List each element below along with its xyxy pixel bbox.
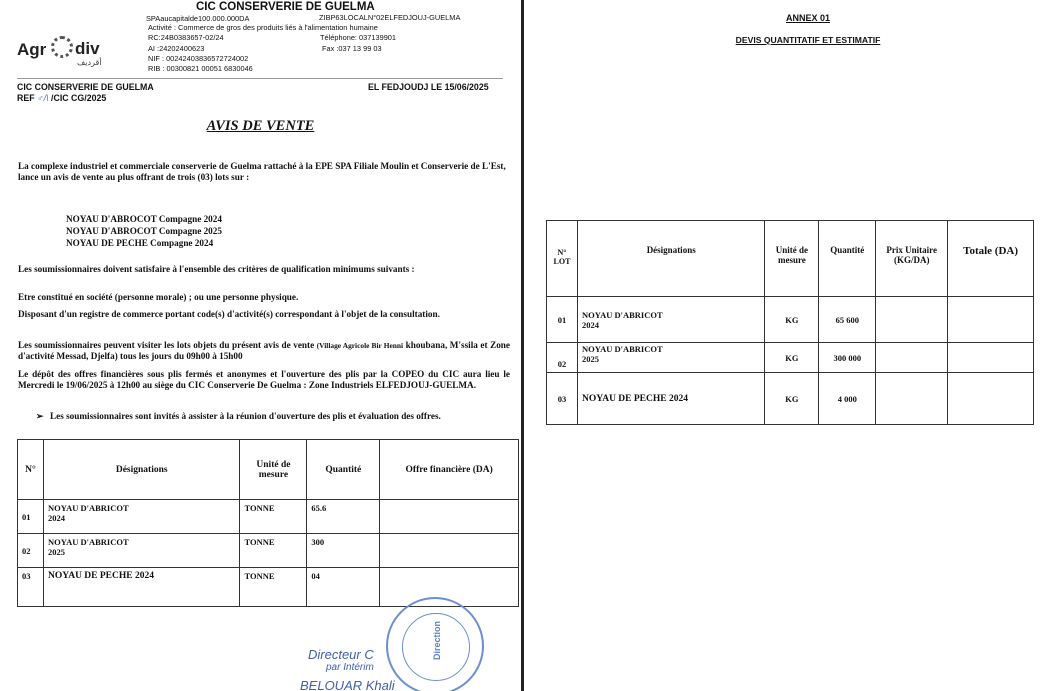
header-cell: Totale (DA) [948, 221, 1034, 297]
cell-qty: 65.6 [307, 500, 380, 534]
cell-offer[interactable] [380, 534, 519, 568]
table-row [547, 373, 1034, 425]
header-cell: N° LOT [547, 221, 578, 297]
place-date: EL FEDJOUDJ LE 15/06/2025 [368, 82, 489, 92]
table-header-row [547, 221, 1034, 297]
estimate-table [546, 220, 1034, 425]
designation-text: NOYAU D'ABRICOT [581, 344, 663, 354]
logo-text-left: Agr [17, 40, 47, 59]
cell-unit: TONNE [240, 500, 307, 534]
cell-qty: 4 000 [819, 373, 876, 425]
cell-designation [43, 534, 240, 568]
designation-text: NOYAU D'ABRICOT [47, 503, 129, 513]
cell-qty: 04 [307, 568, 380, 607]
cell-no: 03 [547, 373, 578, 425]
table-row [547, 343, 1034, 373]
cell-qty: 300 [307, 534, 380, 568]
designation-year: 2025 [47, 547, 65, 557]
lots-list [66, 213, 222, 249]
criterion-1: Etre constitué en société (personne morale) ; ou une personne physique. [18, 292, 299, 302]
signature-title: Directeur C [308, 647, 374, 662]
cell-total[interactable] [948, 373, 1034, 425]
lot-item: NOYAU D'ABROCOT Compagne 2025 [66, 226, 222, 236]
cell-designation: NOYAU DE PECHE 2024 [577, 373, 764, 425]
intro-paragraph: La complexe industriel et commerciale conserverie de Guelma rattaché à la EPE SPA Filiale Moulin et Conserverie de L'Est, lance un avis de vente au plus offrant de trois (03) lots sur : [18, 161, 506, 182]
cell-no: 03 [18, 568, 44, 607]
company-activity: Activité : Commerce de gros des produits liés à l'alimentation humaine [148, 23, 378, 32]
visit-text-c: khoubana, M'ssila et Zone d'activité Messad, Djelfa) tous les jours du 09h00 à 15h00 [18, 340, 510, 361]
table-row [547, 297, 1034, 343]
cell-no: 02 [547, 343, 578, 373]
cell-qty: 300 000 [819, 343, 876, 373]
cell-unit: KG [765, 373, 819, 425]
handwritten-number: ♂/\ [37, 93, 49, 103]
deposit-paragraph: Le dépôt des offres financières sous plis fermés et anonymes et l'ouverture des plis par la COPEO du CIC aura lieu le Mercredi le 19/06/2025 à 12h00 au siège du CIC Conserverie De Guelma : Zone Industriels ELFEDJOUJ-GUELMA. [18, 369, 510, 390]
designation-year: 2024 [581, 319, 599, 330]
cell-unit: TONNE [240, 568, 307, 607]
designation-text: NOYAU D'ABRICOT [47, 537, 129, 547]
company-rib: RIB : 00300821 00051 6830046 [148, 64, 253, 73]
visit-paragraph [18, 340, 510, 362]
company-phone: Téléphone: 037139901 [320, 33, 397, 42]
criteria-intro: Les soumissionnaires doivent satisfaire à l'ensemble des critères de qualification minimums suivants : [18, 264, 415, 274]
table-row [18, 500, 519, 534]
reference-label: REF [17, 93, 35, 103]
header-rule [17, 78, 503, 79]
lots-table [17, 439, 519, 607]
cell-qty: 65 600 [819, 297, 876, 343]
signature-interim: par Intérim [326, 662, 374, 673]
company-name: CIC CONSERVERIE DE GUELMA [196, 1, 375, 13]
annex-subtitle: DEVIS QUANTITATIF ET ESTIMATIF [735, 35, 881, 45]
issuer-org: CIC CONSERVERIE DE GUELMA [17, 82, 154, 92]
bullet-paragraph [36, 411, 512, 422]
company-rc: RC:24B0383657-02/24 [148, 33, 224, 42]
cell-offer[interactable] [380, 500, 519, 534]
cell-no: 01 [547, 297, 578, 343]
official-stamp [386, 597, 484, 691]
header-cell: N° [18, 440, 44, 500]
stamp-text: Direction [432, 621, 442, 661]
cell-unit-price[interactable] [876, 373, 948, 425]
signature-name: BELOUAR Khali [300, 678, 395, 691]
avis-de-vente-page [0, 0, 521, 691]
arrow-bullet-icon: ➢ [36, 411, 44, 421]
table-header-row [18, 440, 519, 500]
agrodiv-logo [17, 36, 109, 70]
designation-year: 2024 [47, 513, 65, 523]
company-nif: NIF : 00242403836572724002 [148, 54, 249, 63]
header-cell: Quantité [307, 440, 380, 500]
cell-no: 02 [18, 534, 44, 568]
logo-subtitle: أقرديف [77, 58, 102, 67]
visit-text-b: (Village Agricole Bir Henni [316, 341, 404, 350]
annex-title: ANNEX 01 [785, 13, 830, 23]
criterion-2: Disposant d'un registre de commerce portant code(s) d'activité(s) correspondant à l'objet de la consultation. [18, 309, 440, 319]
lot-item: NOYAU D'ABROCOT Compagne 2024 [66, 214, 222, 224]
cell-unit: KG [765, 297, 819, 343]
header-cell: Désignations [43, 440, 240, 500]
header-cell: Unité de mesure [765, 221, 819, 297]
reference-suffix: /CIC CG/2025 [51, 93, 107, 103]
cell-total[interactable] [948, 297, 1034, 343]
company-capital: SPAaucapitalde100.000.000DA [146, 14, 250, 23]
company-address: ZIBP63LOCALN°02ELFEDJOUJ-GUELMA [319, 13, 461, 22]
cell-designation [43, 500, 240, 534]
cell-designation: NOYAU DE PECHE 2024 [43, 568, 240, 607]
header-cell: Prix Unitaire (KG/DA) [876, 221, 948, 297]
cell-designation [577, 343, 764, 373]
cell-unit: TONNE [240, 534, 307, 568]
lot-item: NOYAU DE PECHE Compagne 2024 [66, 238, 214, 248]
header-cell: Désignations [577, 221, 764, 297]
header-cell: Unité de mesure [240, 440, 307, 500]
visit-text-a: Les soumissionnaires peuvent visiter les lots objets du présent avis de vente [18, 340, 315, 350]
logo-text-right: div [75, 39, 100, 58]
page-title: AVIS DE VENTE [206, 118, 315, 134]
cell-designation [577, 297, 764, 343]
company-fax: Fax :037 13 99 03 [322, 44, 382, 53]
designation-text: NOYAU D'ABRICOT [581, 309, 663, 320]
header-cell: Quantité [819, 221, 876, 297]
cell-unit-price[interactable] [876, 343, 948, 373]
annex-page [524, 0, 1052, 691]
bullet-text: Les soumissionnaires sont invités à assister à la réunion d'ouverture des plis et évaluation des offres. [50, 411, 441, 421]
cell-total[interactable] [948, 343, 1034, 373]
designation-year: 2025 [581, 354, 599, 364]
gear-icon [51, 36, 73, 58]
cell-unit: KG [765, 343, 819, 373]
company-ai: AI :24202400623 [148, 44, 205, 53]
table-row [18, 534, 519, 568]
cell-no: 01 [18, 500, 44, 534]
cell-unit-price[interactable] [876, 297, 948, 343]
header-cell: Offre financière (DA) [380, 440, 519, 500]
reference [17, 93, 106, 103]
